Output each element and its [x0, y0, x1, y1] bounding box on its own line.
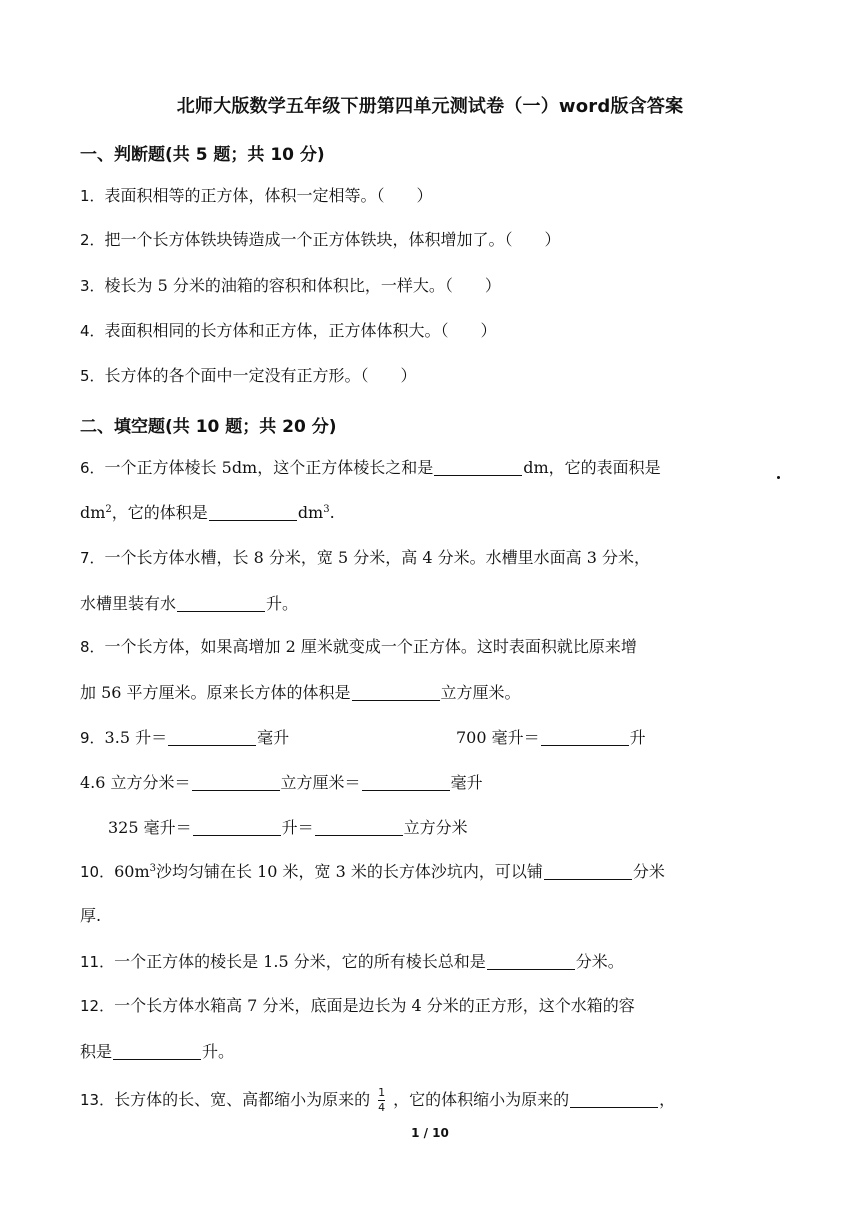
fraction-denominator: 4 — [378, 1101, 386, 1114]
question-6-line-1 — [80, 457, 780, 478]
document-title: 北师大版数学五年级下册第四单元测试卷（一）word版含答案 — [176, 96, 684, 117]
question-number: 2． — [80, 231, 105, 249]
question-9-line-1 — [80, 727, 780, 748]
question-text: 立方厘米＝ — [280, 773, 361, 792]
question-10-line-1 — [80, 861, 780, 882]
question-text: 升。 — [202, 1042, 235, 1061]
question-8-line-2 — [80, 682, 780, 703]
answer-blank[interactable] — [541, 727, 629, 746]
question-text: 长方体的长、宽、高都缩小为原来的 — [114, 1090, 371, 1109]
question-text: ，它的体积是 — [111, 503, 208, 522]
answer-blank[interactable] — [362, 772, 450, 791]
question-text: 一个长方体水箱高 7 分米，底面是边长为 4 分米的正方形，这个水箱的容 — [114, 996, 635, 1015]
answer-blank[interactable] — [209, 502, 297, 521]
question-text: 立方分米 — [403, 818, 468, 837]
answer-blank[interactable] — [192, 772, 280, 791]
question-7-line-1 — [80, 548, 780, 568]
answer-blank[interactable] — [193, 817, 281, 836]
question-11 — [80, 951, 780, 972]
exponent: 3 — [323, 504, 330, 515]
question-5 — [80, 366, 780, 386]
question-text: 4.6 立方分米＝ — [80, 773, 191, 792]
question-3 — [80, 276, 780, 296]
question-number: 5． — [80, 367, 105, 385]
question-text: 沙均匀铺在长 10 米，宽 3 米的长方体沙坑内，可以铺 — [156, 862, 543, 881]
answer-blank[interactable] — [570, 1089, 658, 1108]
question-text: 3.5 升＝ — [104, 728, 168, 747]
question-13 — [80, 1087, 780, 1114]
answer-blank[interactable] — [315, 817, 403, 836]
edge-mark — [777, 476, 780, 479]
answer-blank[interactable] — [544, 861, 632, 880]
question-text: 加 56 平方厘米。原来长方体的体积是 — [80, 683, 351, 702]
question-text: 升＝ — [281, 818, 314, 837]
question-text: dm，它的表面积是 — [523, 458, 661, 477]
page-number: 1 / 10 — [411, 1126, 449, 1140]
question-number: 13． — [80, 1091, 115, 1109]
question-text: 一个长方体，如果高增加 2 厘米就变成一个正方体。这时表面积就比原来增 — [104, 637, 637, 656]
question-text: 厚. — [80, 906, 102, 925]
answer-blank[interactable] — [352, 682, 440, 701]
question-text: 一个正方体棱长 5dm，这个正方体棱长之和是 — [104, 458, 434, 477]
question-text: 把一个长方体铁块铸造成一个正方体铁块，体积增加了。（ ） — [104, 230, 561, 249]
question-text: 棱长为 5 分米的油箱的容积和体积比，一样大。（ ） — [104, 276, 501, 295]
question-text: 长方体的各个面中一定没有正方形。（ ） — [104, 366, 417, 385]
question-9-line-2 — [80, 772, 780, 793]
unit-text: dm — [80, 503, 106, 522]
question-text: 表面积相等的正方体，体积一定相等。（ ） — [104, 186, 433, 205]
question-text: 一个正方体的棱长是 1.5 分米，它的所有棱长总和是 — [114, 952, 486, 971]
question-number: 11． — [80, 953, 115, 971]
question-text: 表面积相同的长方体和正方体，正方体体积大。（ ） — [104, 321, 497, 340]
question-1 — [80, 186, 780, 206]
question-2 — [80, 230, 780, 250]
question-10-line-2 — [80, 906, 780, 926]
question-4 — [80, 321, 780, 341]
question-12-line-2 — [80, 1041, 780, 1062]
answer-blank[interactable] — [434, 457, 522, 476]
question-text: 水槽里装有水 — [80, 594, 177, 613]
question-9-line-1b — [456, 727, 646, 748]
fraction-numerator: 1 — [378, 1086, 386, 1099]
question-text: 毫升 — [450, 773, 483, 792]
question-number: 10． — [80, 863, 115, 881]
question-number: 6． — [80, 459, 105, 477]
question-text: 一个长方体水槽，长 8 分米，宽 5 分米，高 4 分米。水槽里水面高 3 分米， — [104, 548, 650, 567]
section-heading-true-false: 一、判断题(共 5 题；共 10 分) — [80, 145, 325, 165]
question-text: 700 毫升＝ — [456, 728, 540, 747]
question-8-line-1 — [80, 637, 780, 657]
question-text: 325 毫升＝ — [108, 818, 192, 837]
question-number: 12． — [80, 997, 115, 1015]
question-number: 8． — [80, 638, 105, 656]
question-text: 升 — [629, 728, 646, 747]
answer-blank[interactable] — [177, 593, 265, 612]
question-text: 分米。 — [575, 952, 624, 971]
question-12-line-1 — [80, 996, 780, 1016]
question-7-line-2 — [80, 593, 780, 614]
exponent: 2 — [105, 504, 112, 515]
question-number: 4． — [80, 322, 105, 340]
question-number: 7． — [80, 549, 105, 567]
question-number: 3． — [80, 277, 105, 295]
answer-blank[interactable] — [113, 1041, 201, 1060]
question-6-line-2 — [80, 502, 780, 523]
question-text: 立方厘米。 — [440, 683, 521, 702]
fraction — [378, 1087, 385, 1114]
punctuation: . — [329, 503, 335, 522]
question-text: ，它的体积缩小为原来的 — [393, 1090, 570, 1109]
punctuation: ， — [659, 1090, 676, 1109]
question-text: 积是 — [80, 1042, 113, 1061]
question-text: 毫升 — [257, 728, 290, 747]
question-number: 9． — [80, 729, 105, 747]
question-number: 1． — [80, 187, 105, 205]
answer-blank[interactable] — [487, 951, 575, 970]
exponent: 3 — [149, 863, 156, 874]
question-9-line-3 — [108, 817, 780, 838]
question-text: 分米 — [632, 862, 665, 881]
question-text: 升。 — [266, 594, 299, 613]
question-text: 60m — [114, 862, 150, 881]
unit-text: dm — [297, 503, 324, 522]
section-heading-fill-in: 二、填空题(共 10 题；共 20 分) — [80, 417, 337, 437]
answer-blank[interactable] — [168, 727, 256, 746]
